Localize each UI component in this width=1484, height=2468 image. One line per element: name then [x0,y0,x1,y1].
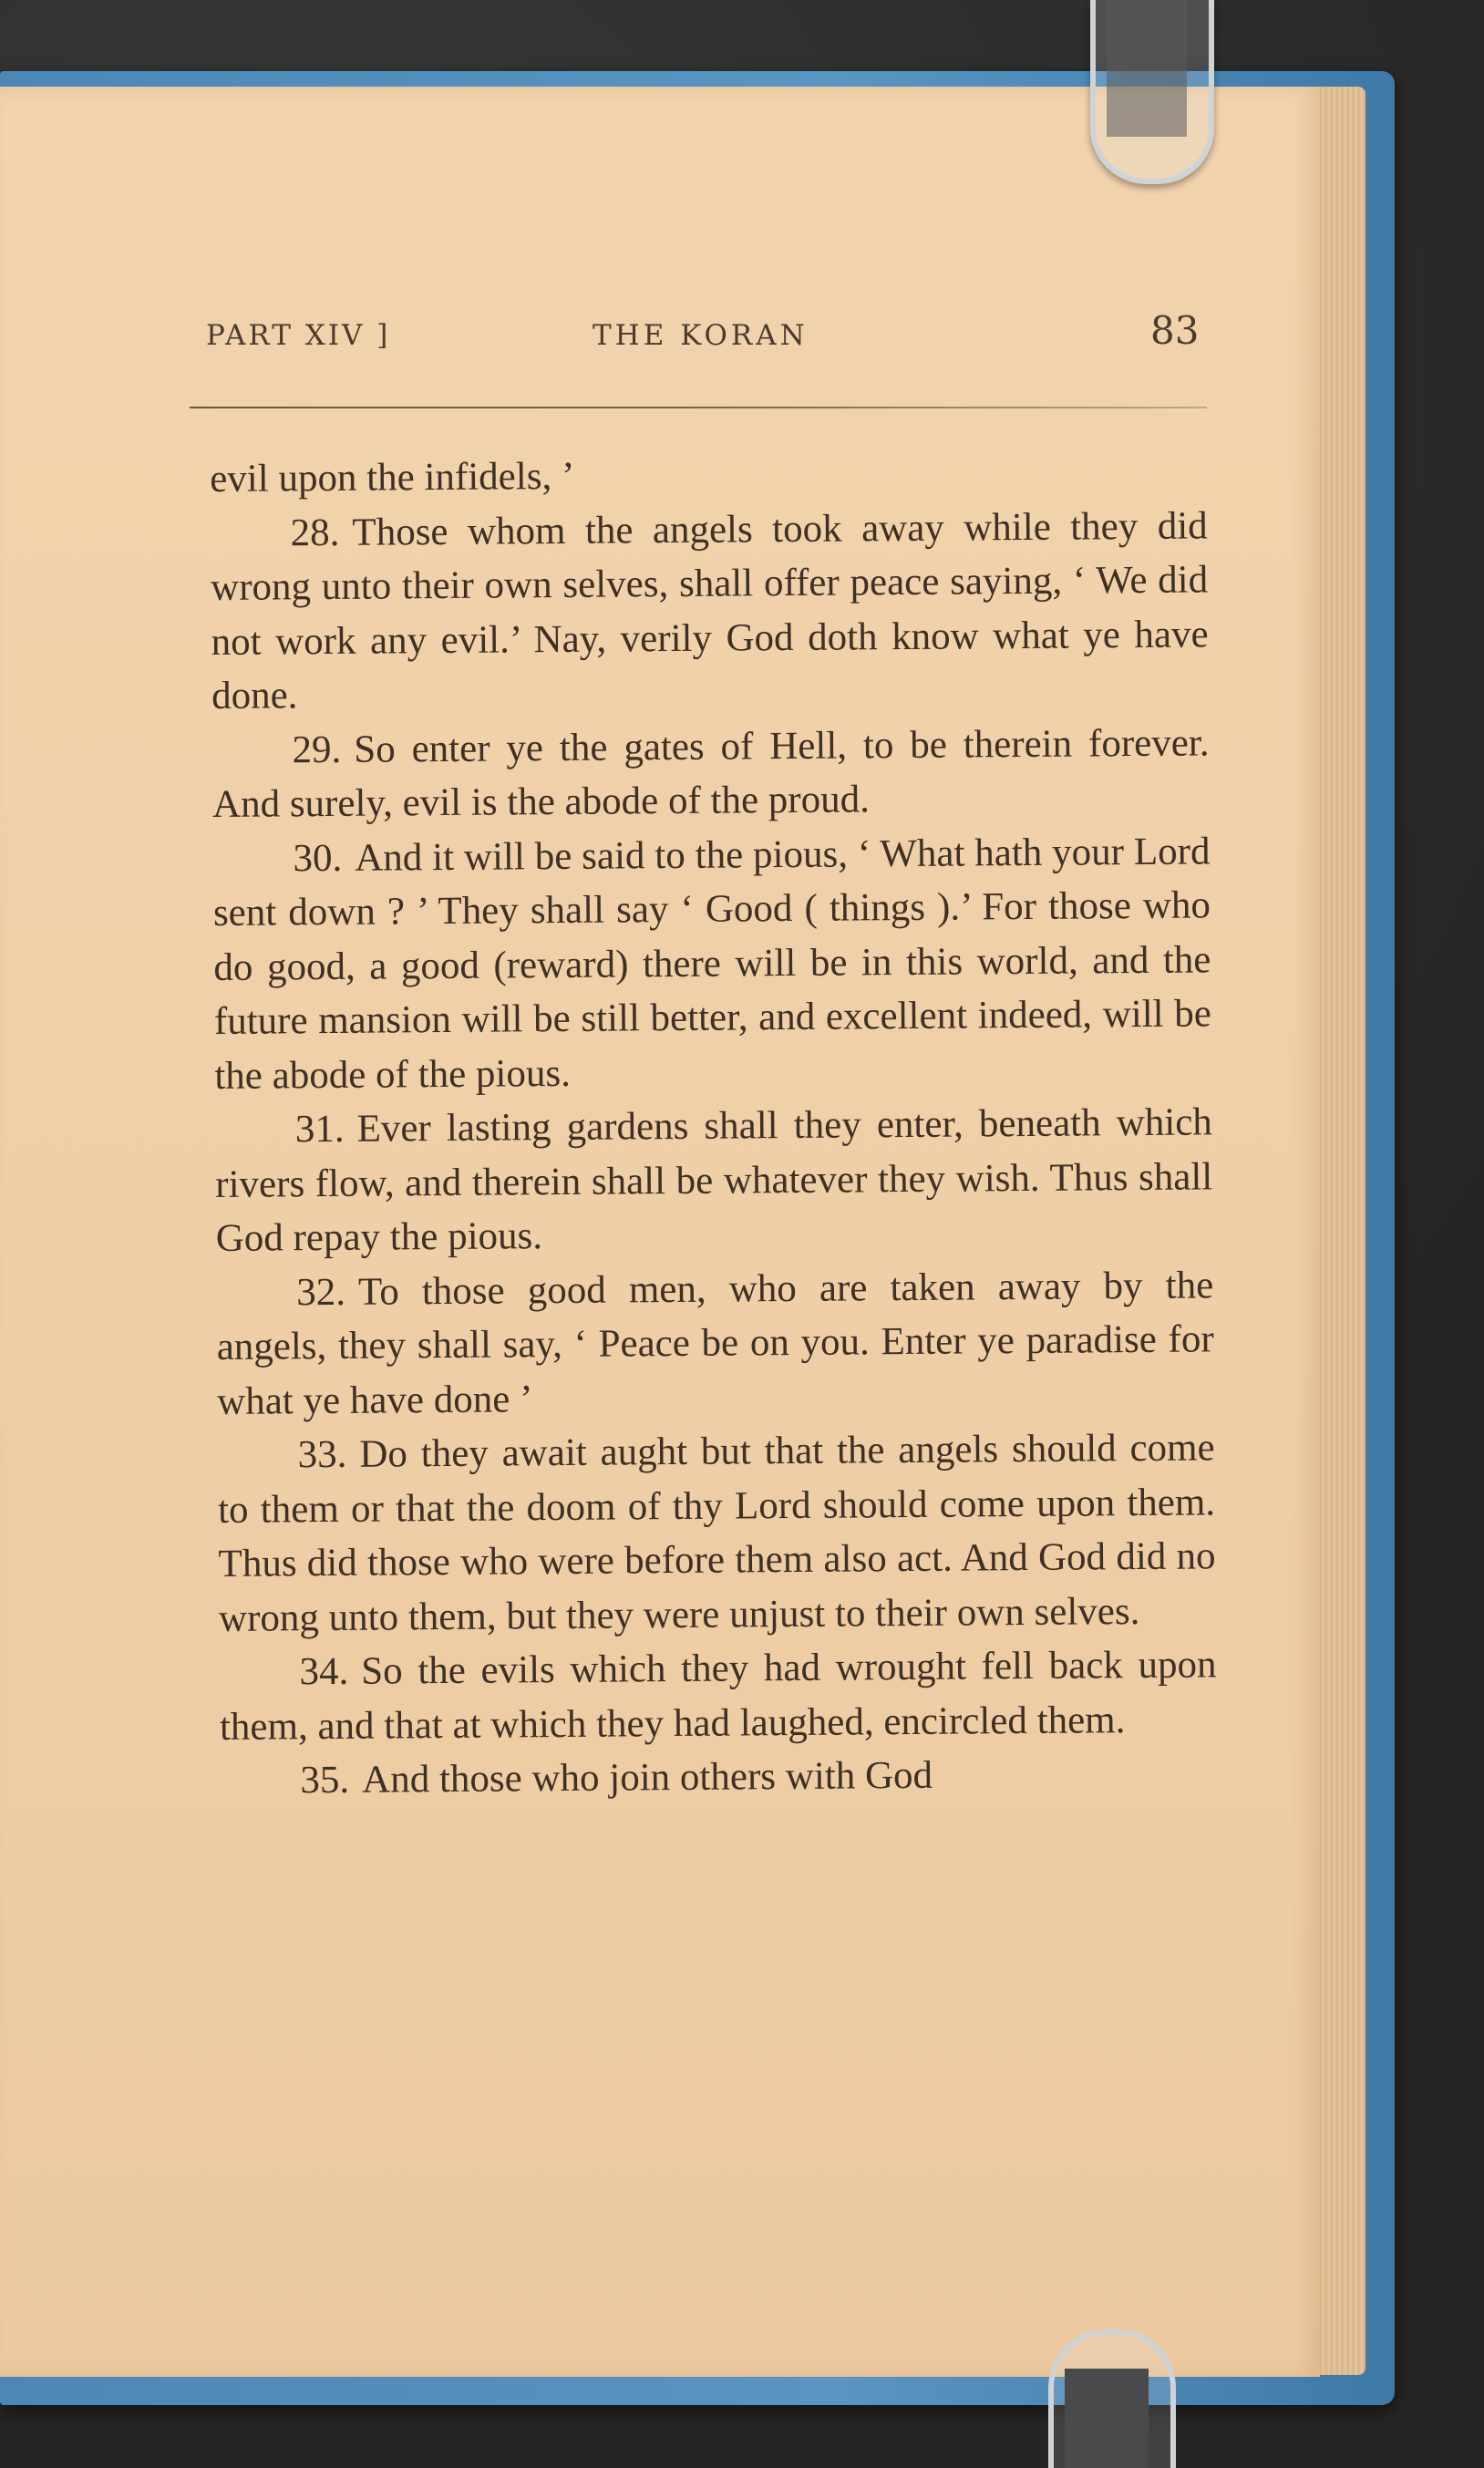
verse-number: 34. [299,1649,349,1694]
verse-text: And it will be said to the pious, ‘ What hath your Lord sent down ? ’ They shall say ‘ Good ( things ).’ For those who do good, a good (reward) there will be in this world, and the future mansion will be still better, and excellent indeed, will be the abode of the pious. [212,829,1212,1098]
verse-text: Those whom the angels took away while they did wrong unto their own selves, shall offer peace saying, ‘ We did not work any evil.’ Nay, verily God doth know what ye have done. [210,503,1209,718]
verse-text: Ever lasting gardens shall they enter, beneath which rivers flow, and therein shall be whatever they wish. Thus shall God repay the pious. [215,1100,1213,1260]
verse-32 [216,1258,1214,1429]
bookmark-clip-top [1090,0,1214,184]
verse-28 [210,499,1209,724]
verse-35 [220,1746,1217,1808]
verse-33 [217,1420,1216,1646]
page-number: 83 [1150,308,1200,353]
verse-number: 33. [297,1432,347,1477]
bookmark-clip-bottom [1048,2329,1176,2468]
page-body-text [210,444,1218,1808]
verse-29 [211,716,1210,832]
verse-number: 31. [294,1107,345,1151]
verse-text: To those good men, who are taken away by the angels, they shall say, ‘ Peace be on you. Enter ye paradise for what ye have done ’ [216,1263,1214,1423]
header-part: PART XIV ] [206,319,391,352]
verse-text: Do they await aught but that the angels should come to them or that the doom of thy Lord should come upon them. Thus did those who were before them also act. And God did no wrong unto them, but they were unjust to their own selves. [217,1426,1216,1640]
verse-30 [212,824,1211,1103]
header-title: THE KORAN [593,319,809,352]
verse-text: And those who join others with God [362,1753,933,1802]
verse-number: 28. [290,511,340,554]
verse-31 [215,1095,1213,1265]
verse-number: 29. [292,728,342,771]
verse-number: 35. [300,1758,350,1802]
verse-number: 32. [296,1270,346,1314]
verse-number: 30. [293,836,343,880]
opening-line: evil upon the infidels, ’ [210,454,575,501]
verse-text: So enter ye the gates of Hell, to be therein forever. And surely, evil is the abode of the proud. [211,720,1210,826]
verse-34 [219,1637,1217,1754]
running-header [0,301,1320,356]
page-edges [1313,87,1365,2375]
verse-text: So the evils which they had wrought fell back upon them, and that at which they had laughed, encircled them. [219,1643,1217,1749]
header-rule [190,407,1207,408]
